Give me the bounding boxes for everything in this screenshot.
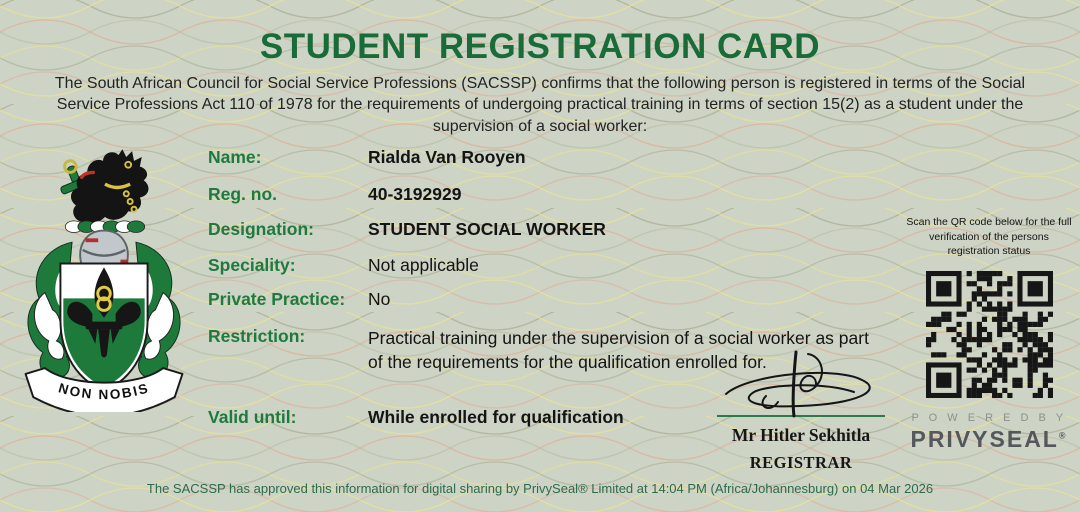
qr-verification-block — [903, 215, 1075, 453]
field-reg-no-label: Reg. no. — [208, 184, 278, 204]
intro-paragraph: The South African Council for Social Service Professions (SACSSP) confirms that the following person is registered in terms of the Social Service Professions Act 110 of 1978 for the requirements of undergoing practical training in terms of section 15(2) as a student under the supervision of a social worker: — [54, 75, 1026, 135]
field-name — [208, 147, 526, 168]
field-restriction-label: Restriction: — [208, 326, 306, 346]
registered-trademark-symbol: ® — [1058, 430, 1068, 441]
privyseal-logo — [903, 426, 1075, 453]
crest-motto: NON NOBIS — [56, 380, 152, 403]
field-name-value: Rialda Van Rooyen — [368, 147, 526, 167]
field-reg-no-value: 40-3192929 — [368, 184, 462, 204]
field-name-label: Name: — [208, 147, 262, 167]
field-reg-no — [208, 184, 461, 205]
field-private-practice-value: No — [368, 289, 391, 309]
field-valid-until-label: Valid until: — [208, 407, 297, 427]
registrar-signature-block — [703, 348, 899, 473]
registrar-title: REGISTRAR — [749, 453, 853, 472]
field-restriction-value: Practical training under the supervision of a social worker as part of the requirements for the qualification enrolled for. — [368, 328, 869, 372]
field-private-practice — [208, 289, 390, 310]
field-valid-until-value: While enrolled for qualification — [368, 407, 624, 427]
field-speciality-value: Not applicable — [368, 255, 479, 275]
field-private-practice-label: Private Practice: — [208, 289, 346, 309]
approval-footer-text: The SACSSP has approved this information for digital sharing by PrivySeal® Limited at 14:04 PM (Africa/Johannesburg) on 04 Mar 2026 — [146, 481, 934, 496]
field-designation-value: STUDENT SOCIAL WORKER — [368, 219, 606, 239]
qr-code — [926, 271, 1053, 398]
field-speciality-label: Speciality: — [208, 255, 296, 275]
registrar-name: Mr Hitler Sekhitla — [731, 425, 871, 445]
signature-scribble — [708, 348, 894, 418]
privyseal-wordmark: PRIVYSEAL — [910, 426, 1059, 453]
page-title: STUDENT REGISTRATION CARD — [259, 27, 821, 66]
field-speciality — [208, 255, 479, 276]
field-designation-label: Designation: — [208, 219, 314, 239]
powered-by-label: P O W E R E D B Y — [911, 412, 1067, 425]
sacssp-coat-of-arms — [12, 146, 196, 412]
qr-instruction-text: Scan the QR code below for the full verification of the persons registration status — [906, 216, 1072, 258]
field-designation — [208, 219, 606, 240]
field-valid-until — [208, 407, 624, 428]
